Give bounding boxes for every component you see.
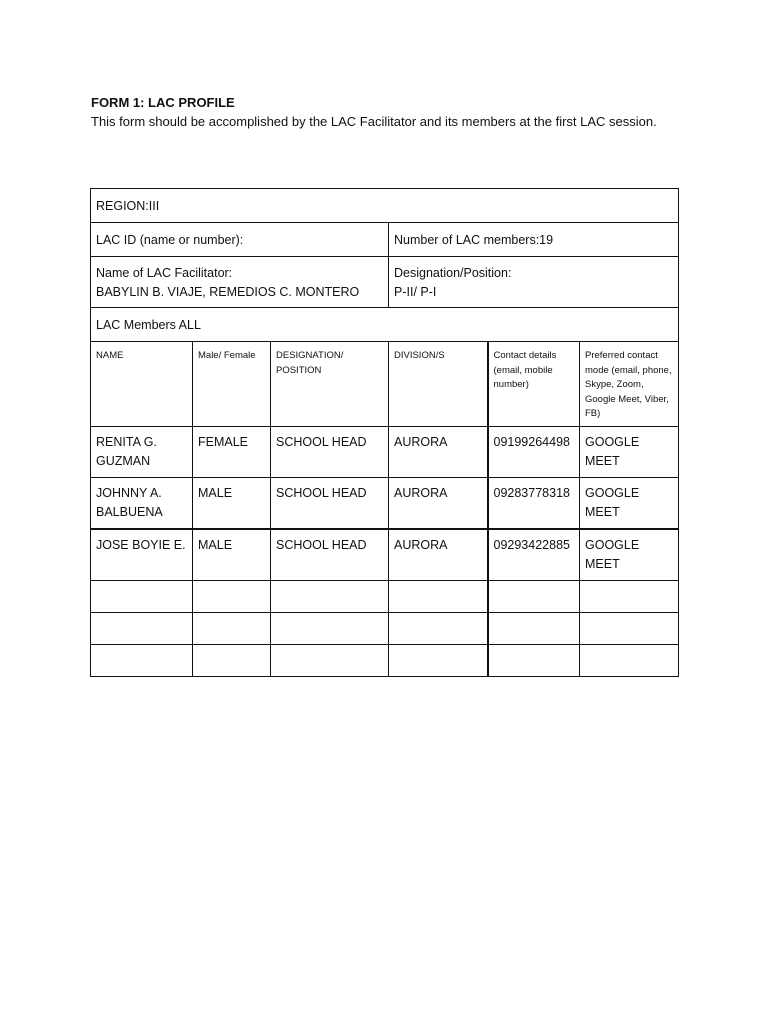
empty-cell xyxy=(580,645,679,677)
empty-cell xyxy=(271,581,389,613)
column-header-row xyxy=(91,342,679,427)
empty-cell xyxy=(488,645,580,677)
form-header xyxy=(91,93,681,131)
column-header-mode: Preferred contact mode (email, phone, Skype, Zoom, Google Meet, Viber, FB) xyxy=(580,342,679,427)
facilitator-row xyxy=(91,257,679,308)
form-title: FORM 1: LAC PROFILE xyxy=(91,95,235,110)
column-header-division: DIVISION/S xyxy=(389,342,488,427)
member-name: RENITA G. GUZMAN xyxy=(91,427,193,478)
member-contact-mode: GOOGLE MEET xyxy=(580,478,679,530)
facilitator-label: Name of LAC Facilitator: xyxy=(96,266,233,280)
empty-cell xyxy=(488,613,580,645)
empty-cell xyxy=(91,581,193,613)
lac-id-row xyxy=(91,223,679,257)
member-sex: FEMALE xyxy=(193,427,271,478)
empty-cell xyxy=(389,613,488,645)
facilitator-names: BABYLIN B. VIAJE, REMEDIOS C. MONTERO xyxy=(96,285,360,299)
empty-cell xyxy=(193,645,271,677)
member-sex: MALE xyxy=(193,478,271,530)
member-contact: 09199264498 xyxy=(488,427,580,478)
empty-cell xyxy=(389,581,488,613)
table-row xyxy=(91,529,679,581)
table-row xyxy=(91,478,679,530)
column-header-sex: Male/ Female xyxy=(193,342,271,427)
member-designation: SCHOOL HEAD xyxy=(271,427,389,478)
member-name: JOHNNY A. BALBUENA xyxy=(91,478,193,530)
empty-cell xyxy=(91,645,193,677)
column-header-designation: DESIGNATION/ POSITION xyxy=(271,342,389,427)
member-designation: SCHOOL HEAD xyxy=(271,478,389,530)
member-division: AURORA xyxy=(389,478,488,530)
empty-cell xyxy=(580,581,679,613)
member-contact-mode: GOOGLE MEET xyxy=(580,427,679,478)
designation-label: Designation/Position: xyxy=(394,266,512,280)
member-name: JOSE BOYIE E. xyxy=(91,529,193,581)
members-label-row xyxy=(91,308,679,342)
empty-table-row xyxy=(91,645,679,677)
designation-value: P-II/ P-I xyxy=(394,285,437,299)
lac-id-cell: LAC ID (name or number): xyxy=(91,223,389,257)
lac-profile-table xyxy=(90,188,679,677)
member-division: AURORA xyxy=(389,529,488,581)
member-sex: MALE xyxy=(193,529,271,581)
member-contact: 09293422885 xyxy=(488,529,580,581)
region-cell: REGION:III xyxy=(91,189,679,223)
column-header-contact: Contact details (email, mobile number) xyxy=(488,342,580,427)
designation-cell xyxy=(389,257,679,308)
empty-cell xyxy=(488,581,580,613)
facilitator-cell xyxy=(91,257,389,308)
empty-cell xyxy=(193,613,271,645)
members-label-cell: LAC Members ALL xyxy=(91,308,679,342)
empty-cell xyxy=(271,613,389,645)
empty-cell xyxy=(389,645,488,677)
empty-table-row xyxy=(91,581,679,613)
empty-cell xyxy=(193,581,271,613)
members-count-cell: Number of LAC members:19 xyxy=(389,223,679,257)
member-contact-mode: GOOGLE MEET xyxy=(580,529,679,581)
empty-cell xyxy=(91,613,193,645)
table-row xyxy=(91,427,679,478)
column-header-name: NAME xyxy=(91,342,193,427)
empty-cell xyxy=(271,645,389,677)
member-contact: 09283778318 xyxy=(488,478,580,530)
member-division: AURORA xyxy=(389,427,488,478)
empty-table-row xyxy=(91,613,679,645)
region-row xyxy=(91,189,679,223)
empty-cell xyxy=(580,613,679,645)
member-designation: SCHOOL HEAD xyxy=(271,529,389,581)
form-description: This form should be accomplished by the LAC Facilitator and its members at the first LAC session. xyxy=(91,114,657,129)
